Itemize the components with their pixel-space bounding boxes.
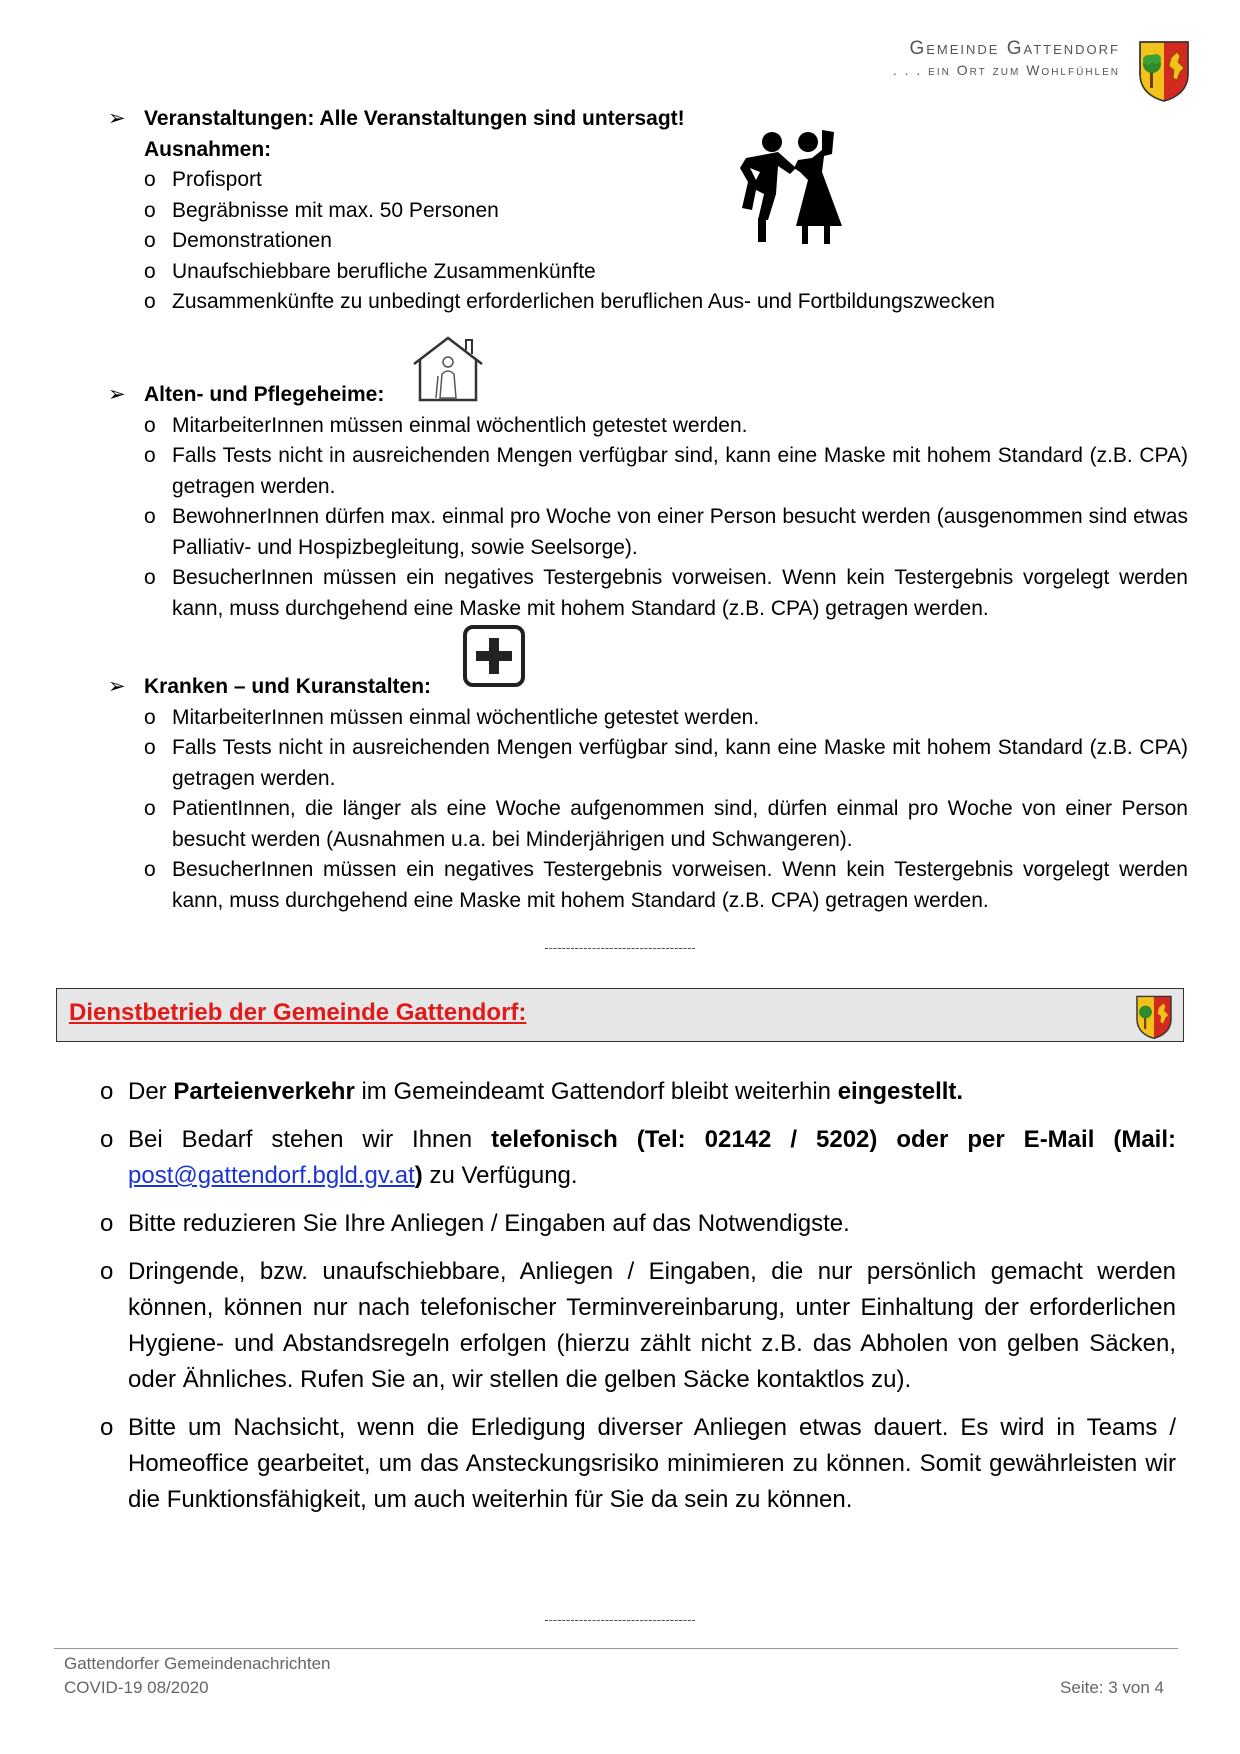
hospitals-title: Kranken – und Kuranstalten: [144,675,432,698]
arrow-bullet-icon: ➢ [108,107,126,130]
dancing-couple-icon [738,128,844,246]
elderly-home-icon [410,334,486,404]
footer-info [64,1652,331,1700]
list-item: o PatientInnen, die länger als eine Woche aufgenommen sind, dürfen einmal pro Woche von einer Person besucht werden (Ausnahmen u.a. bei Minderjährigen und Schwangeren). [144,794,1188,855]
list-item: o Der Parteienverkehr im Gemeindeamt Gattendorf bleibt weiterhin eingestellt. [100,1074,1176,1110]
publication-issue: COVID-19 08/2020 [64,1678,209,1697]
arrow-bullet-icon: ➢ [108,675,126,698]
list-item: o BesucherInnen müssen ein negatives Testergebnis vorweisen. Wenn kein Testergebnis vorgelegt werden kann, muss durchgehend eine Maske mit hohem Standard (z.B. CPA) getragen werden. [144,855,1188,916]
list-item: o Bei Bedarf stehen wir Ihnen telefonisch (Tel: 02142 / 5202) oder per E-Mail (Mail: post@gattendorf.bgld.gv.at) zu Verfügung. [100,1122,1176,1194]
coat-of-arms-icon [1135,995,1173,1039]
list-item: o Unaufschiebbare berufliche Zusammenkünfte [144,257,1188,288]
arrow-bullet-icon: ➢ [108,383,126,406]
separator: ----------------------------------- [544,940,696,955]
footer-divider [54,1648,1178,1649]
care-homes-section [108,380,1188,624]
municipality-slogan: . . . ein Ort zum Wohlfühlen [892,62,1120,78]
email-link[interactable]: post@gattendorf.bgld.gv.at [128,1162,415,1189]
municipality-name: Gemeinde Gattendorf [909,38,1120,59]
list-item: o BesucherInnen müssen ein negatives Testergebnis vorweisen. Wenn kein Testergebnis vorgelegt werden kann, muss durchgehend eine Maske mit hohem Standard (z.B. CPA) getragen werden. [144,563,1188,624]
list-item: o Zusammenkünfte zu unbedingt erforderlichen beruflichen Aus- und Fortbildungszwecken [144,287,1188,318]
list-item: o Profisport [144,165,1188,196]
hospitals-list [108,703,1188,917]
coat-of-arms-icon [1138,40,1190,102]
list-item: o MitarbeiterInnen müssen einmal wöchentliche getestet werden. [144,703,1188,734]
events-section [108,104,1188,318]
care-homes-list [108,411,1188,625]
events-list [108,165,1188,318]
list-item: o Begräbnisse mit max. 50 Personen [144,196,1188,227]
list-item: o Demonstrationen [144,226,1188,257]
service-heading-box [56,988,1184,1042]
publication-name: Gattendorfer Gemeindenachrichten [64,1654,331,1673]
list-item: o BewohnerInnen dürfen max. einmal pro Woche von einer Person besucht werden (ausgenommen sind etwas Palliativ- und Hospizbegleitung, sowie Seelsorge). [144,502,1188,563]
events-title: Veranstaltungen: Alle Veranstaltungen sind untersagt! [144,107,685,130]
list-item: o Dringende, bzw. unaufschiebbare, Anliegen / Eingaben, die nur persönlich gemacht werden können, können nur nach telefonischer Terminvereinbarung, unter Einhaltung der erforderlichen Hygiene- und Abstandsregeln erfolgen (hierzu zählt nicht z.B. das Abholen von gelben Säcken, oder Ähnliches. Rufen Sie an, wir stellen die gelben Säcke kontaktlos zu). [100,1254,1176,1398]
hospitals-section [108,672,1188,916]
service-section [100,1074,1176,1530]
medical-cross-icon [462,624,526,688]
separator: ----------------------------------- [544,1612,696,1627]
list-item: o Bitte reduzieren Sie Ihre Anliegen / Eingaben auf das Notwendigste. [100,1206,1176,1242]
list-item: o Falls Tests nicht in ausreichenden Mengen verfügbar sind, kann eine Maske mit hohem Standard (z.B. CPA) getragen werden. [144,441,1188,502]
events-subtitle: Ausnahmen: [144,137,272,161]
list-item: o Falls Tests nicht in ausreichenden Mengen verfügbar sind, kann eine Maske mit hohem Standard (z.B. CPA) getragen werden. [144,733,1188,794]
page-number: Seite: 3 von 4 [1060,1678,1164,1697]
list-item: o Bitte um Nachsicht, wenn die Erledigung diverser Anliegen etwas dauert. Es wird in Teams / Homeoffice gearbeitet, um das Ansteckungsrisiko minimieren zu können. Somit gewährleisten wir die Funktionsfähigkeit, um auch weiterhin für Sie da sein zu können. [100,1410,1176,1518]
page-header [893,38,1120,78]
service-list [100,1074,1176,1518]
care-homes-title: Alten- und Pflegeheime: [144,383,385,406]
list-item: o MitarbeiterInnen müssen einmal wöchentlich getestet werden. [144,411,1188,442]
service-title: Dienstbetrieb der Gemeinde Gattendorf: [69,999,527,1026]
